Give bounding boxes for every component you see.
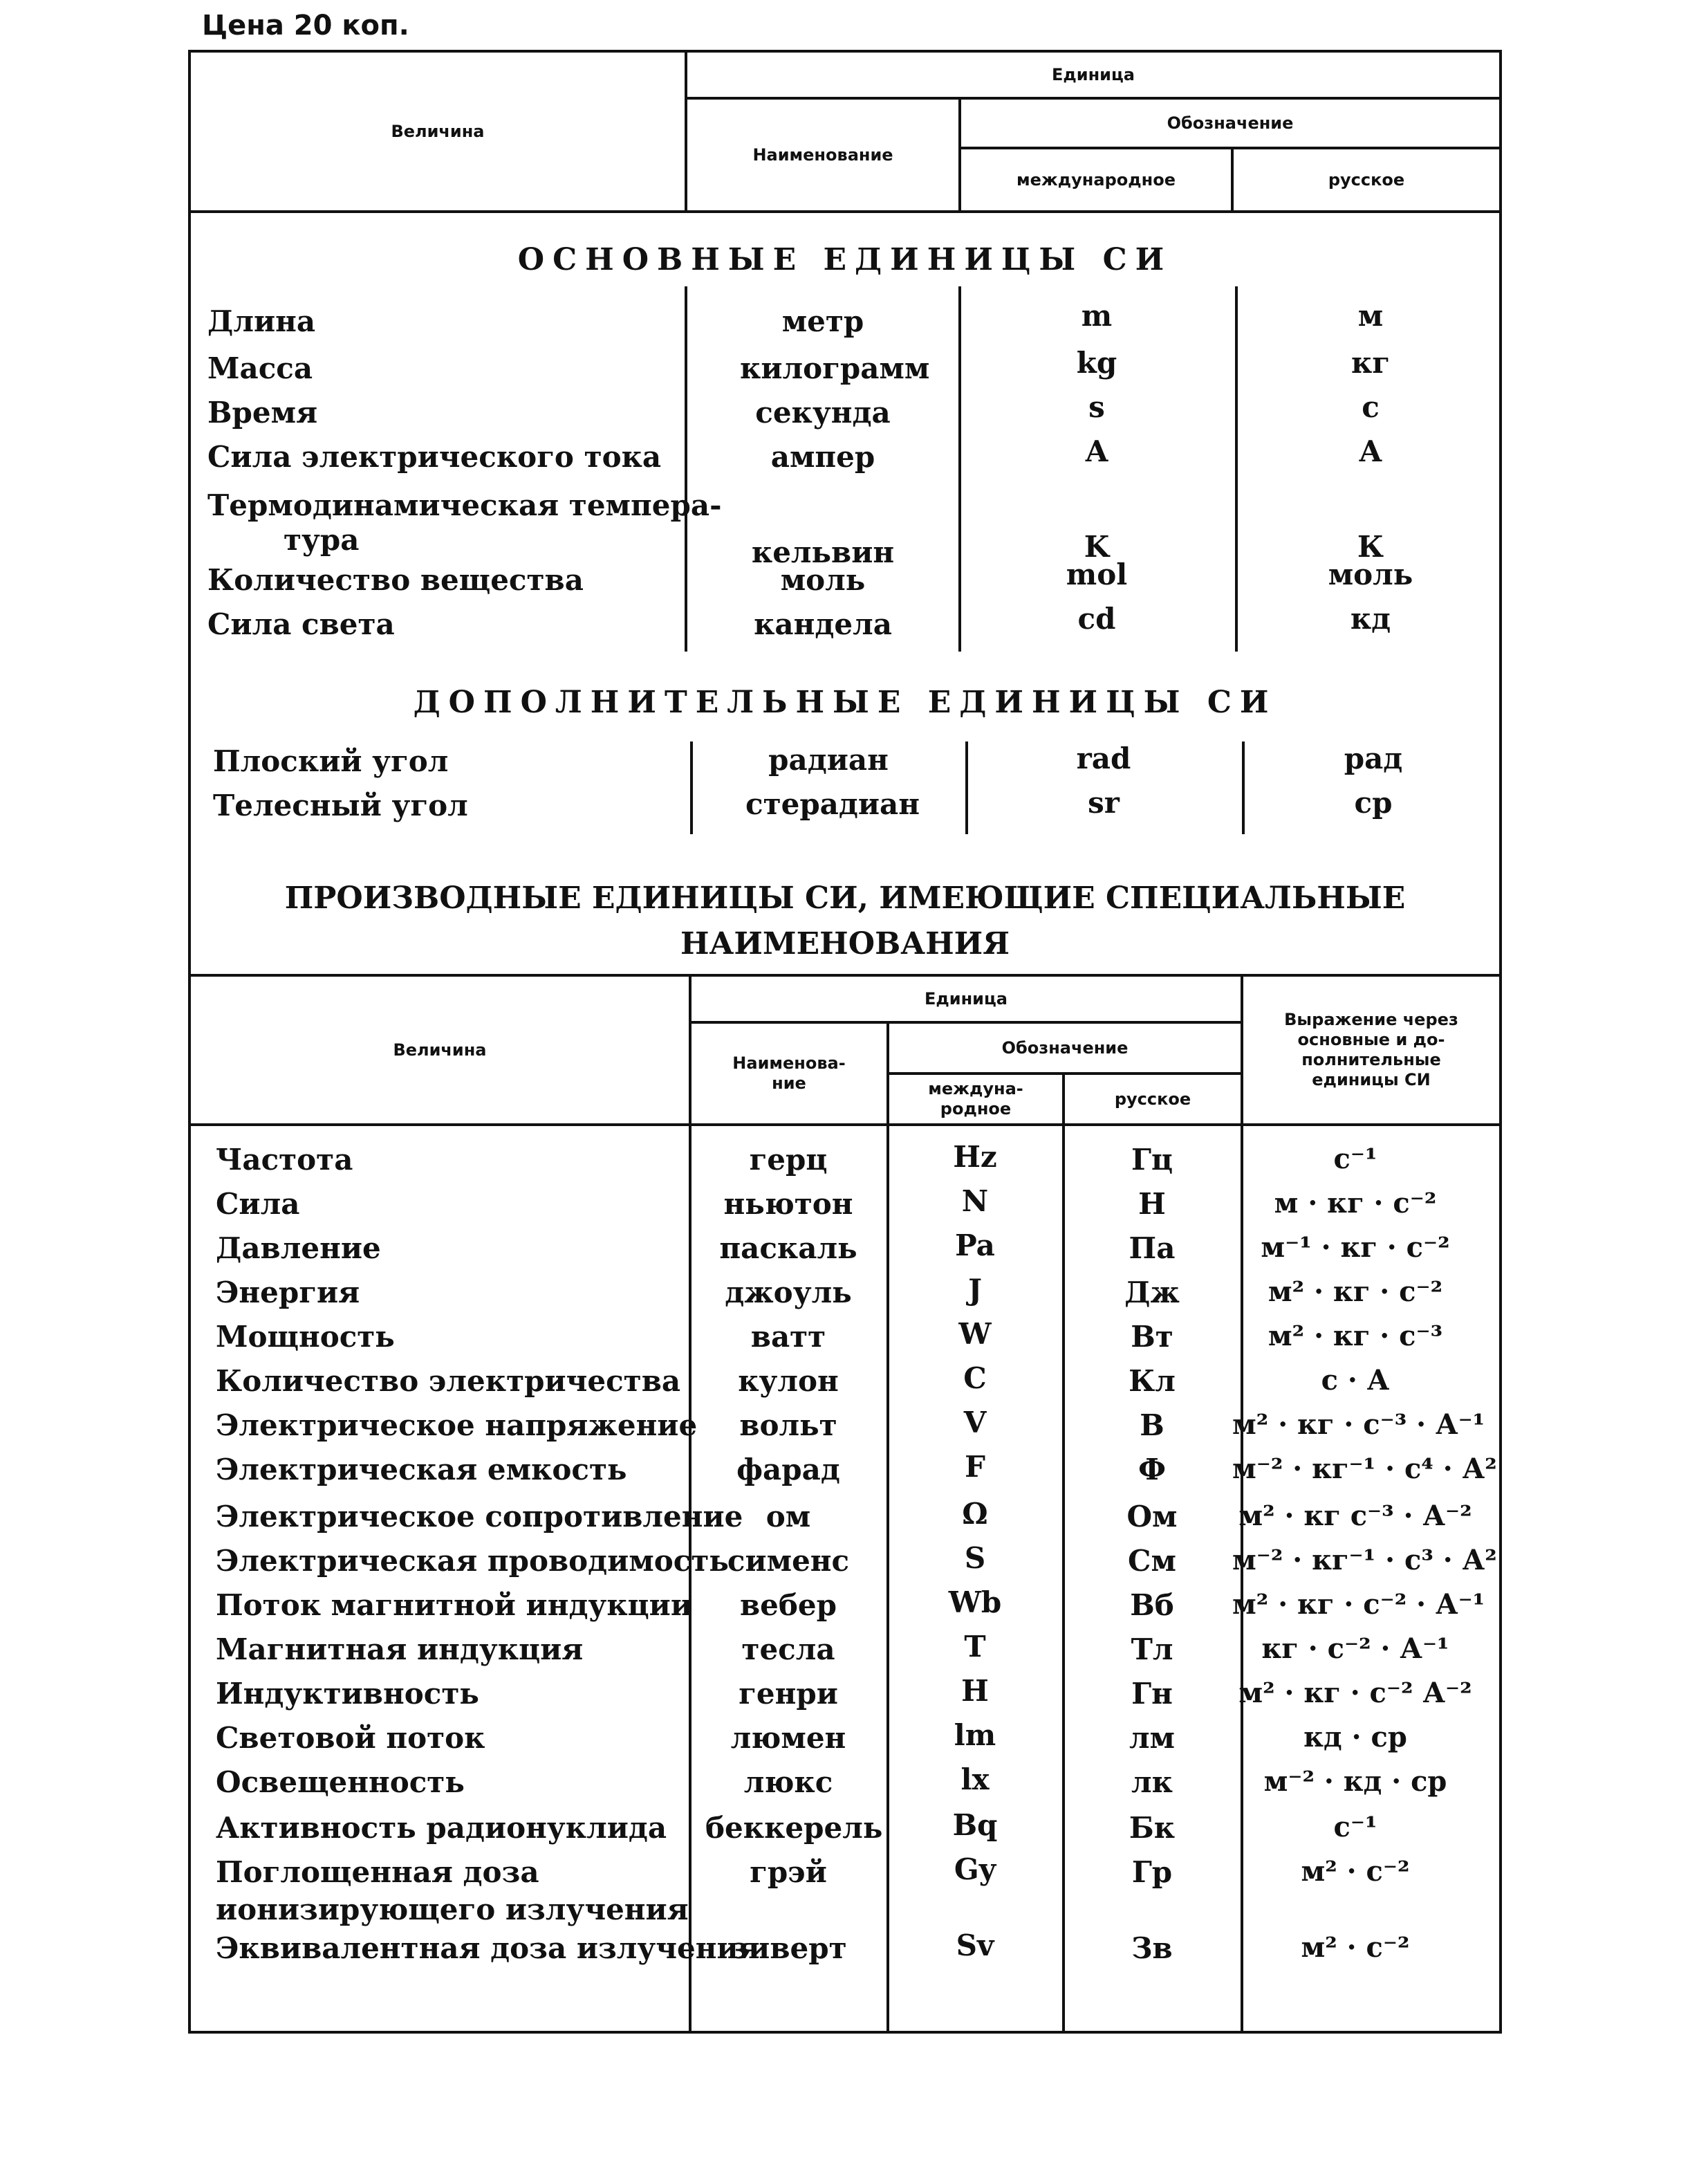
derived-intl: Sv bbox=[956, 1928, 994, 1962]
header2-name-line2: ние bbox=[772, 1074, 806, 1093]
derived-intl: V bbox=[963, 1406, 987, 1439]
derived-quantity: Поток магнитной индукции bbox=[216, 1588, 692, 1622]
derived-rus: Зв bbox=[1131, 1931, 1173, 1965]
derived-name: вебер bbox=[739, 1588, 837, 1622]
derived-name: генри bbox=[739, 1677, 838, 1711]
base-quantity-cont: тура bbox=[284, 523, 360, 557]
rule bbox=[887, 1022, 889, 2034]
base-intl: mol bbox=[1066, 558, 1128, 591]
header-unit: Единица bbox=[1052, 64, 1135, 84]
header2-expression bbox=[1243, 977, 1499, 1123]
derived-expression: кд · ср bbox=[1303, 1721, 1407, 1753]
derived-name: джоуль bbox=[725, 1275, 852, 1309]
base-quantity: Термодинамическая темпера- bbox=[207, 488, 722, 522]
base-rus: м bbox=[1357, 299, 1384, 333]
derived-rus: Дж bbox=[1124, 1275, 1180, 1309]
derived-quantity: Индуктивность bbox=[216, 1677, 479, 1711]
derived-rus: Гр bbox=[1131, 1855, 1173, 1889]
derived-rus: Н bbox=[1138, 1187, 1166, 1221]
base-quantity: Время bbox=[207, 396, 318, 430]
derived-expression: м⁻² · кд · ср bbox=[1263, 1765, 1447, 1798]
derived-rus: Кл bbox=[1129, 1364, 1176, 1398]
header-name: Наименование bbox=[752, 145, 893, 165]
base-name: кандела bbox=[754, 607, 892, 641]
derived-expression: м⁻¹ · кг · с⁻² bbox=[1261, 1231, 1450, 1264]
derived-expression: м² · с⁻² bbox=[1301, 1931, 1410, 1964]
derived-quantity: Магнитная индукция bbox=[216, 1632, 584, 1666]
base-name: метр bbox=[781, 304, 864, 338]
base-rus: К bbox=[1357, 530, 1384, 564]
header-quantity: Величина bbox=[391, 121, 485, 141]
derived-intl: F bbox=[965, 1450, 985, 1484]
derived-expression: м² · кг · с⁻² bbox=[1268, 1275, 1443, 1308]
section-title-derived bbox=[191, 876, 1499, 967]
derived-expression: м² · кг · с⁻² · А⁻¹ bbox=[1232, 1588, 1485, 1621]
derived-intl: T bbox=[964, 1630, 986, 1664]
derived-rus: Тл bbox=[1131, 1632, 1173, 1666]
price-label: Цена 20 коп. bbox=[202, 10, 409, 42]
derived-expression: м² · кг с⁻³ · А⁻² bbox=[1238, 1500, 1472, 1532]
base-name: секунда bbox=[755, 396, 891, 430]
header2-international-line1: междуна- bbox=[928, 1079, 1023, 1099]
derived-quantity: Энергия bbox=[216, 1275, 360, 1309]
derived-expression: с⁻¹ bbox=[1333, 1143, 1377, 1175]
derived-quantity: Световой поток bbox=[216, 1721, 485, 1755]
base-rus: с bbox=[1362, 390, 1380, 424]
derived-expression: м² · кг · с⁻² А⁻² bbox=[1238, 1677, 1472, 1709]
rule bbox=[965, 742, 968, 834]
section-title-supplementary: ДОПОЛНИТЕЛЬНЫЕ ЕДИНИЦЫ СИ bbox=[413, 685, 1277, 720]
derived-intl: J bbox=[968, 1273, 982, 1307]
base-quantity: Количество вещества bbox=[207, 563, 584, 597]
derived-intl: lx bbox=[960, 1762, 990, 1796]
header-russian: русское bbox=[1328, 169, 1405, 190]
section-title-derived-line1: ПРОИЗВОДНЫЕ ЕДИНИЦЫ СИ, ИМЕЮЩИЕ СПЕЦИАЛЬНЫЕ bbox=[284, 881, 1406, 916]
derived-quantity: Электрическое сопротивление bbox=[216, 1500, 743, 1533]
derived-quantity: Электрическая проводимость bbox=[216, 1544, 729, 1578]
supp-rus: ср bbox=[1354, 786, 1393, 820]
derived-expression: м⁻² · кг⁻¹ · с⁴ · А² bbox=[1232, 1453, 1497, 1485]
header-designation: Обозначение bbox=[1167, 113, 1294, 133]
derived-name: зиверт bbox=[730, 1931, 847, 1965]
supp-name: радиан bbox=[768, 743, 889, 777]
section-title-derived-line2: НАИМЕНОВАНИЯ bbox=[680, 926, 1010, 961]
rule bbox=[188, 210, 1502, 213]
header2-expression-line4: единицы СИ bbox=[1312, 1069, 1431, 1089]
derived-expression: м² · кг · с⁻³ bbox=[1268, 1320, 1443, 1352]
header2-unit: Единица bbox=[925, 988, 1008, 1008]
section-title-base: ОСНОВНЫЕ ЕДИНИЦЫ СИ bbox=[517, 242, 1173, 277]
derived-quantity-cont: ионизирующего излучения bbox=[216, 1892, 689, 1926]
derived-rus: Бк bbox=[1129, 1811, 1176, 1845]
derived-expression: с · А bbox=[1321, 1364, 1390, 1397]
derived-expression: м · кг · с⁻² bbox=[1274, 1187, 1437, 1219]
base-intl: cd bbox=[1077, 602, 1116, 636]
derived-quantity: Эквивалентная доза излучения bbox=[216, 1931, 760, 1965]
derived-rus: лк bbox=[1131, 1765, 1173, 1799]
derived-name: ом bbox=[765, 1500, 811, 1533]
header2-expression-line3: полнительные bbox=[1301, 1050, 1441, 1069]
header2-expression-line1: Выражение через bbox=[1284, 1010, 1458, 1030]
supp-name: стерадиан bbox=[745, 787, 920, 821]
derived-rus: Ом bbox=[1126, 1500, 1178, 1533]
base-name: моль bbox=[780, 563, 866, 597]
derived-intl: N bbox=[961, 1184, 989, 1218]
derived-name: люкс bbox=[743, 1765, 833, 1799]
derived-name: грэй bbox=[750, 1855, 827, 1889]
header2-international bbox=[889, 1075, 1062, 1123]
base-rus: моль bbox=[1328, 558, 1413, 591]
base-quantity: Сила света bbox=[207, 607, 395, 641]
derived-intl: Pa bbox=[955, 1228, 995, 1262]
base-rus: кд bbox=[1350, 602, 1391, 636]
derived-name: беккерель bbox=[705, 1811, 883, 1845]
derived-name: сименс bbox=[727, 1544, 850, 1578]
header-international: международное bbox=[1017, 169, 1176, 190]
rule bbox=[188, 1123, 1502, 1126]
supp-rus: рад bbox=[1344, 742, 1403, 775]
base-name: кельвин bbox=[751, 535, 895, 569]
base-intl: s bbox=[1088, 390, 1105, 424]
header2-international-line2: родное bbox=[940, 1099, 1012, 1118]
base-rus: кг bbox=[1350, 346, 1391, 380]
base-name: ампер bbox=[770, 440, 875, 474]
derived-rus: Ф bbox=[1138, 1453, 1166, 1486]
base-quantity: Длина bbox=[207, 304, 316, 338]
derived-expression: м⁻² · кг⁻¹ · с³ · А² bbox=[1232, 1544, 1497, 1576]
header2-name-line1: Наименова- bbox=[732, 1053, 846, 1074]
rule bbox=[690, 742, 693, 834]
derived-rus: лм bbox=[1129, 1721, 1176, 1755]
derived-rus: См bbox=[1128, 1544, 1176, 1578]
derived-intl: Hz bbox=[953, 1140, 997, 1174]
derived-quantity: Давление bbox=[216, 1231, 381, 1265]
derived-rus: Па bbox=[1129, 1231, 1176, 1265]
base-name: килограмм bbox=[740, 351, 930, 385]
base-intl: m bbox=[1081, 299, 1113, 333]
derived-name: паскаль bbox=[719, 1231, 857, 1265]
derived-quantity: Частота bbox=[216, 1143, 353, 1177]
base-quantity: Масса bbox=[207, 351, 313, 385]
header2-designation: Обозначение bbox=[1001, 1038, 1129, 1058]
derived-name: кулон bbox=[738, 1364, 839, 1398]
derived-name: герц bbox=[749, 1143, 828, 1177]
derived-intl: Ω bbox=[962, 1497, 988, 1531]
derived-name: люмен bbox=[730, 1721, 846, 1755]
header2-russian: русское bbox=[1114, 1089, 1191, 1109]
rule bbox=[685, 286, 687, 652]
derived-quantity: Поглощенная доза bbox=[216, 1855, 539, 1889]
derived-quantity: Электрическое напряжение bbox=[216, 1408, 698, 1442]
derived-name: вольт bbox=[739, 1408, 837, 1442]
derived-expression: с⁻¹ bbox=[1333, 1811, 1377, 1843]
derived-intl: Bq bbox=[952, 1808, 998, 1842]
derived-intl: C bbox=[963, 1361, 987, 1395]
base-quantity: Сила электрического тока bbox=[207, 440, 662, 474]
derived-name: тесла bbox=[741, 1632, 835, 1666]
derived-rus: Гн bbox=[1131, 1677, 1173, 1711]
header2-quantity: Величина bbox=[393, 1040, 487, 1060]
derived-intl: W bbox=[958, 1317, 992, 1351]
derived-intl: lm bbox=[954, 1718, 996, 1752]
derived-intl: Gy bbox=[954, 1852, 996, 1886]
derived-quantity: Освещенность bbox=[216, 1765, 465, 1799]
derived-rus: Вт bbox=[1131, 1320, 1173, 1354]
base-intl: kg bbox=[1076, 346, 1117, 380]
derived-expression: м² · кг · с⁻³ · А⁻¹ bbox=[1232, 1408, 1485, 1441]
derived-quantity: Количество электричества bbox=[216, 1364, 681, 1398]
derived-name: фарад bbox=[736, 1453, 840, 1486]
header2-expression-line2: основные и до- bbox=[1297, 1030, 1445, 1050]
supp-intl: rad bbox=[1076, 742, 1131, 775]
rule bbox=[1235, 286, 1238, 652]
derived-quantity: Сила bbox=[216, 1187, 300, 1221]
rule bbox=[1062, 1074, 1065, 2034]
derived-rus: Вб bbox=[1130, 1588, 1174, 1622]
derived-name: ватт bbox=[750, 1320, 826, 1354]
derived-name: ньютон bbox=[723, 1187, 853, 1221]
rule bbox=[958, 286, 961, 652]
base-intl: A bbox=[1085, 434, 1108, 468]
derived-intl: H bbox=[961, 1674, 989, 1708]
base-rus: А bbox=[1358, 434, 1383, 468]
header2-name bbox=[691, 1024, 887, 1123]
derived-expression: кг · с⁻² · А⁻¹ bbox=[1261, 1632, 1449, 1665]
base-intl: K bbox=[1084, 530, 1110, 564]
derived-quantity: Активность радионуклида bbox=[216, 1811, 667, 1845]
rule bbox=[1242, 742, 1245, 834]
derived-quantity: Электрическая емкость bbox=[216, 1453, 627, 1486]
supp-quantity: Телесный угол bbox=[213, 789, 468, 822]
derived-rus: В bbox=[1140, 1408, 1164, 1442]
derived-intl: Wb bbox=[948, 1585, 1002, 1619]
derived-expression: м² · с⁻² bbox=[1301, 1855, 1410, 1888]
derived-intl: S bbox=[964, 1541, 986, 1575]
derived-quantity: Мощность bbox=[216, 1320, 395, 1354]
supp-intl: sr bbox=[1088, 786, 1120, 820]
derived-rus: Гц bbox=[1131, 1143, 1173, 1177]
supp-quantity: Плоский угол bbox=[213, 744, 449, 778]
